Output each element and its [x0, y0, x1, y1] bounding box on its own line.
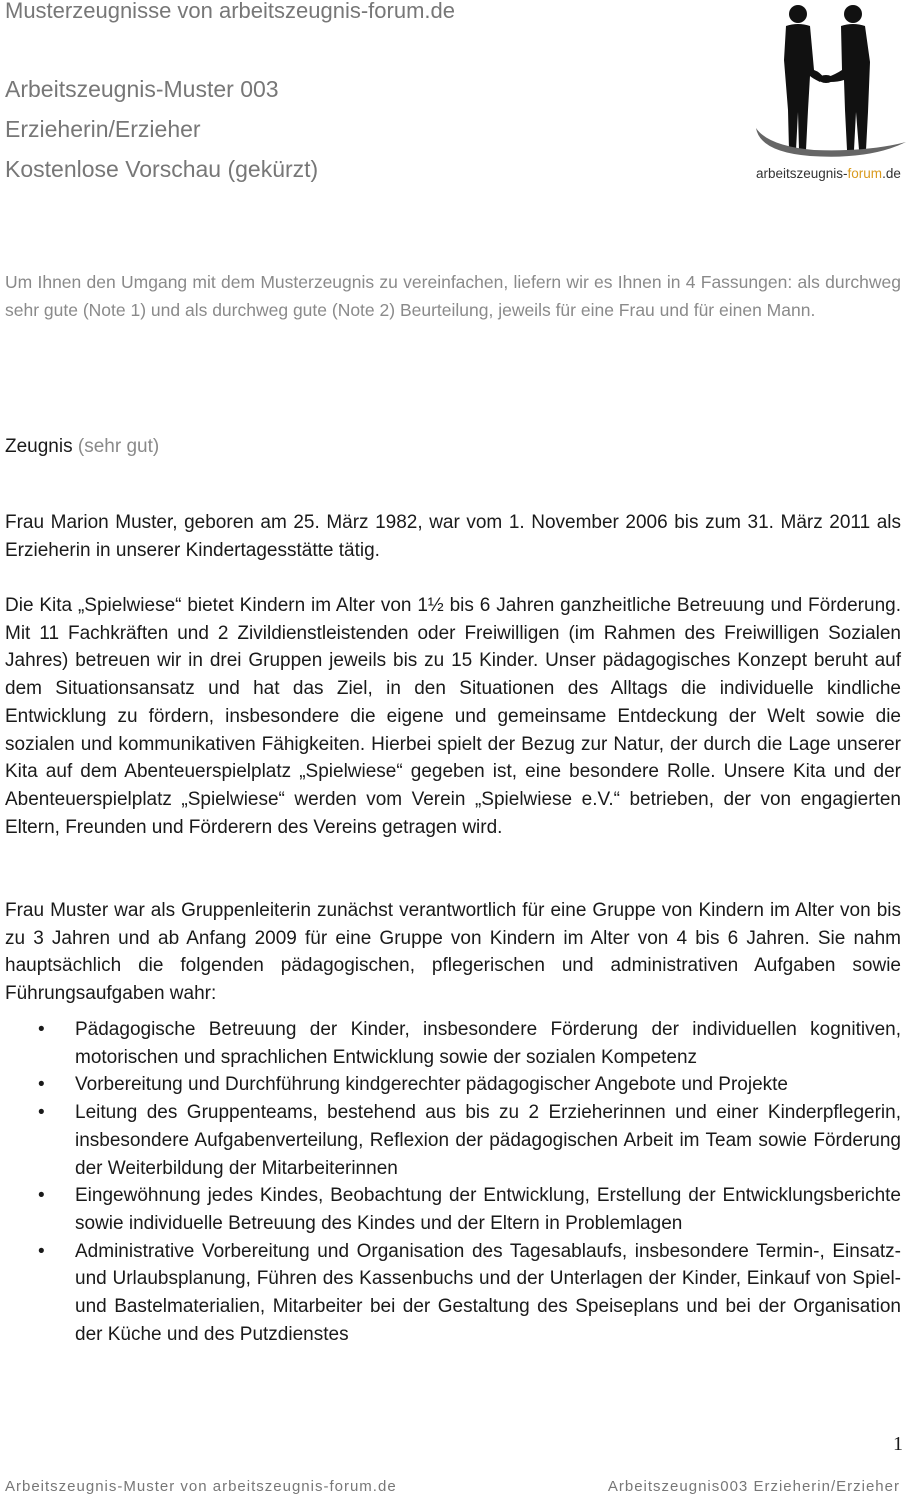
- list-item: • Pädagogische Betreuung der Kinder, insbesondere Förderung der individuellen kognitiven, motorischen und sprachlichen Entwicklung sowie der sozialen Kompetenz: [5, 1016, 901, 1071]
- site-title: Musterzeugnisse von arbeitszeugnis-forum.de: [5, 0, 456, 23]
- employee-intro-paragraph: Frau Marion Muster, geboren am 25. März 1982, war vom 1. November 2006 bis zum 31. März 2011 als Erzieherin in unserer Kindertagesstätte tätig.: [5, 512, 901, 561]
- company-description-paragraph: Die Kita „Spielwiese“ bietet Kindern im Alter von 1½ bis 6 Jahren ganzheitliche Betreuung und Förderung. Mit 11 Fachkräften und 2 Zivildienstleistenden oder Freiwilligen (im Rahmen des Freiwilligen Sozialen Jahres) betreuen wir in drei Gruppen jeweils bis zu 15 Kinder. Unser pädagogisches Konzept beruht auf dem Situationsansatz und hat das Ziel, in den Situationen des Alltags die individuelle kindliche Entwicklung zu fördern, insbesondere die eigene und gemeinsame Entdeckung der Welt sowie die sozialen und kommunikativen Fähigkeiten. Hierbei spielt der Bezug zur Natur, der durch die Lage unserer Kita auf dem Abenteuerspielplatz „Spielwiese“ gegeben ist, eine besondere Rolle. Unsere Kita und der Abenteuerspielplatz „Spielwiese“ werden vom Verein „Spielwiese e.V.“ betrieben, der von engagierten Eltern, Freunden und Förderern des Vereins getragen wird.: [5, 595, 901, 838]
- list-item: • Eingewöhnung jedes Kindes, Beobachtung der Entwicklung, Erstellung der Entwicklungsberichte sowie individuelle Betreuung des Kindes und der Eltern in Problemlagen: [5, 1182, 901, 1237]
- list-item: • Administrative Vorbereitung und Organisation des Tagesablaufs, insbesondere Termin-, Einsatz- und Urlaubsplanung, Führen des Kassenbuchs und der Unterlagen der Kinder, Einkauf von Spiel- und Bastelmaterialien, Mitarbeiter bei der Gestaltung des Speiseplans und bei der Organisation der Küche und des Putzdienstes: [5, 1238, 901, 1349]
- logo-wordmark: arbeitszeugnis-forum.de: [756, 166, 901, 181]
- task-list: [5, 1016, 901, 1348]
- bullet-icon: •: [38, 1019, 45, 1040]
- footer-right: Arbeitszeugnis003 Erzieherin/Erzieher: [607, 1478, 900, 1495]
- bullet-icon: •: [38, 1240, 45, 1262]
- bullet-icon: •: [38, 1185, 45, 1207]
- page-number: 1: [893, 1433, 903, 1455]
- document-role: Erzieherin/Erzieher: [5, 116, 201, 142]
- section-heading: [5, 436, 159, 458]
- bullet-icon: •: [38, 1074, 45, 1096]
- bullet-icon: •: [38, 1102, 45, 1124]
- footer-left: Arbeitszeugnis-Muster von arbeitszeugnis-forum.de: [5, 1478, 397, 1495]
- responsibilities-paragraph: Frau Muster war als Gruppenleiterin zunächst verantwortlich für eine Gruppe von Kindern im Alter von bis zu 3 Jahren und ab Anfang 2009 für eine Gruppe von Kindern im Alter von 4 bis 6 Jahren. Sie nahm hauptsächlich die folgenden pädagogischen, pflegerischen und administrativen Aufgaben sowie Führungsaufgaben wahr:: [5, 900, 901, 1005]
- list-item: • Leitung des Gruppenteams, bestehend aus bis zu 2 Erzieherinnen und einer Kinderpflegerin, insbesondere Aufgabenverteilung, Reflexion der pädagogischen Arbeit im Team sowie Förderung der Weiterbildung der Mitarbeiterinnen: [5, 1099, 901, 1182]
- document-title: Arbeitszeugnis-Muster 003: [5, 76, 279, 102]
- intro-paragraph: Um Ihnen den Umgang mit dem Musterzeugnis zu vereinfachen, liefern wir es Ihnen in 4 Fassungen: als durchweg sehr gute (Note 1) und als durchweg gute (Note 2) Beurteilung, jeweils für eine Frau und für einen Mann.: [5, 272, 901, 320]
- grade-note: (sehr gut): [77, 436, 160, 457]
- section-title: Zeugnis: [5, 436, 73, 457]
- handshake-logo-icon: [750, 0, 910, 190]
- preview-label: Kostenlose Vorschau (gekürzt): [5, 156, 319, 182]
- list-item: • Vorbereitung und Durchführung kindgerechter pädagogischer Angebote und Projekte: [5, 1071, 901, 1099]
